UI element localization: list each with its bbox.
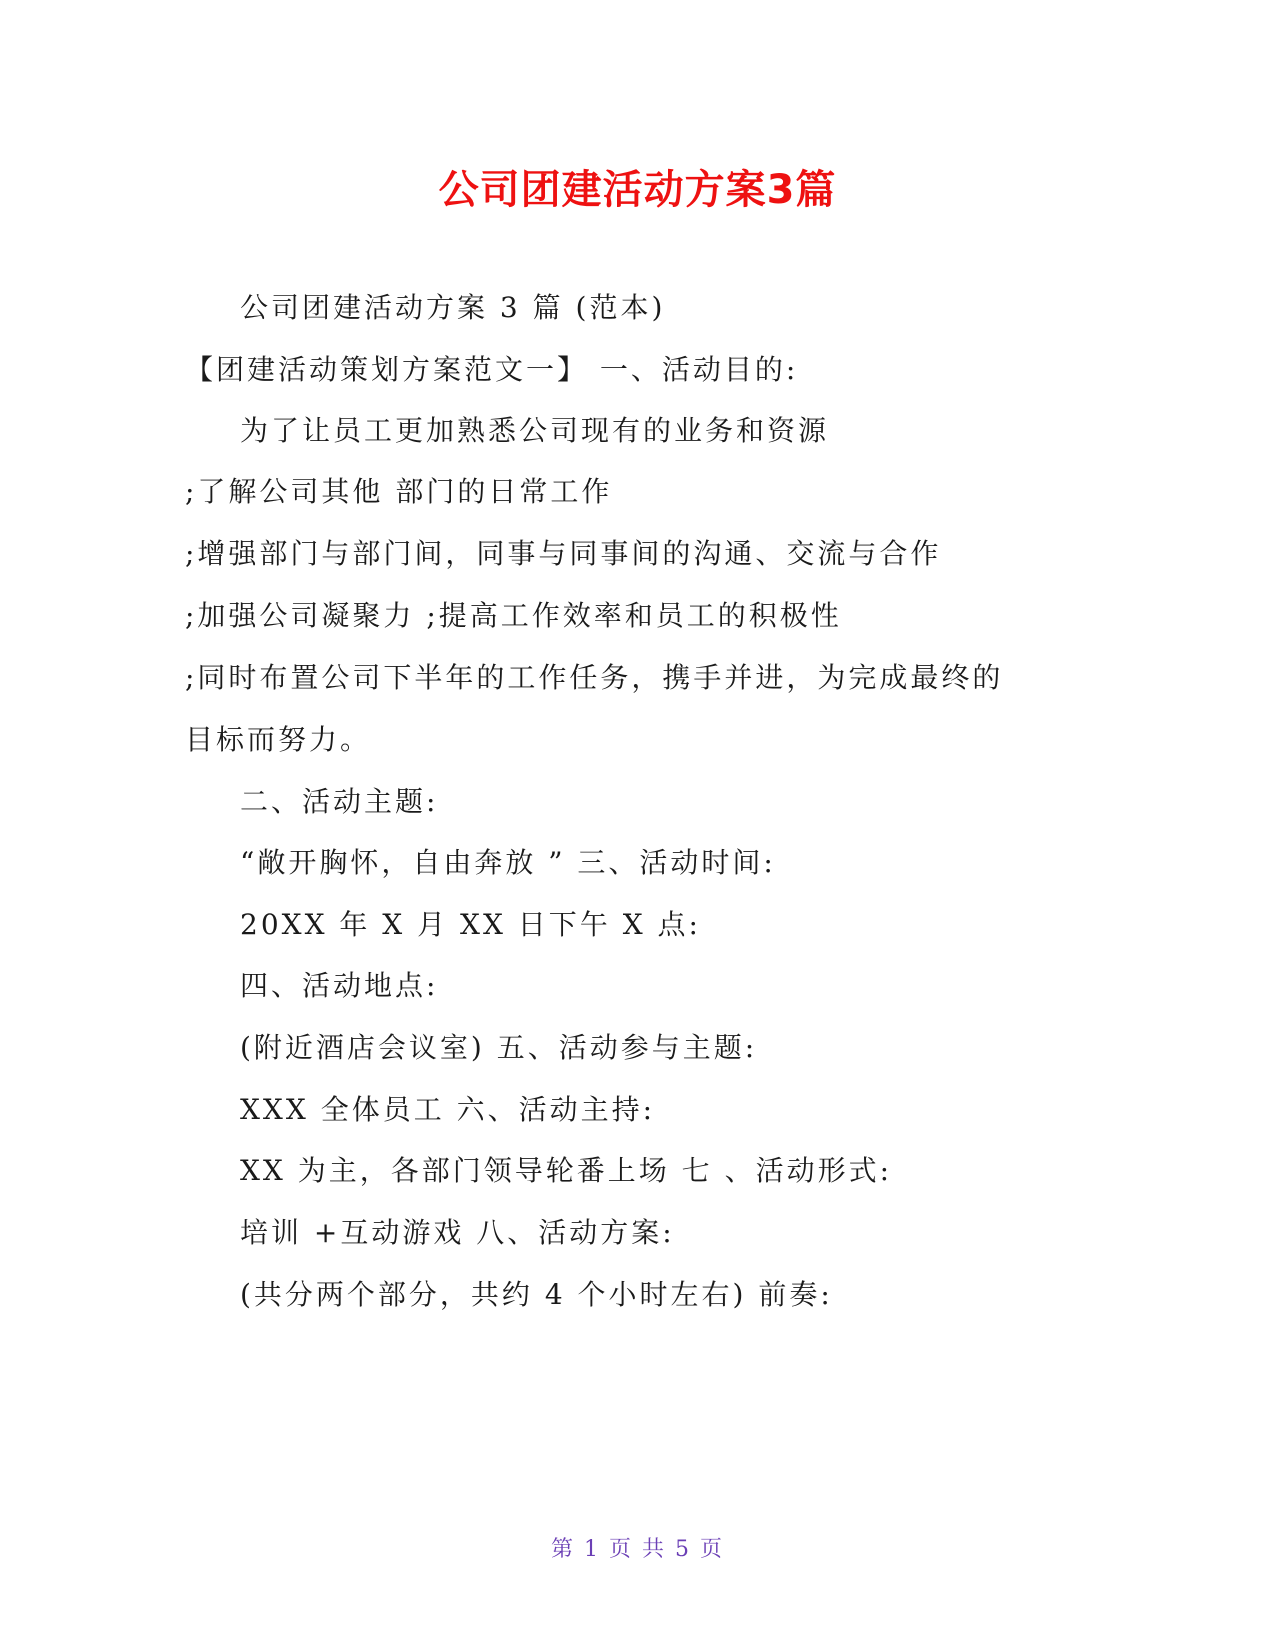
body-line: 20XX 年 X 月 XX 日下午 X 点: (240, 908, 701, 941)
body-line: ;同时布置公司下半年的工作任务，携手并进，为完成最终的 (185, 661, 1004, 694)
section-heading-line: 【团建活动策划方案范文一】 一、活动目的: (185, 353, 799, 386)
body-line: “敞开胸怀，自由奔放 ” 三、活动时间: (240, 846, 776, 879)
body-line: 为了让员工更加熟悉公司现有的业务和资源 (240, 414, 830, 447)
body-line: (附近酒店会议室) 五、活动参与主题: (240, 1031, 758, 1064)
body-line: XXX 全体员工 六、活动主持: (240, 1093, 656, 1126)
page-number-footer: 第 1 页 共 5 页 (551, 1537, 724, 1562)
body-line: (共分两个部分，共约 4 个小时左右) 前奏: (240, 1278, 833, 1311)
section-heading-line: 四、活动地点: (240, 969, 439, 1002)
body-line: ;了解公司其他 部门的日常工作 (185, 475, 613, 508)
section-heading-line: 二、活动主题: (240, 785, 439, 818)
subtitle-line: 公司团建活动方案 3 篇 (范本) (240, 291, 666, 324)
body-line: ;加强公司凝聚力 ;提高工作效率和员工的积极性 (185, 599, 842, 632)
body-line: 目标而努力。 (185, 723, 372, 756)
body-line: XX 为主，各部门领导轮番上场 七 、活动形式: (240, 1154, 893, 1187)
body-line: ;增强部门与部门间，同事与同事间的沟通、交流与合作 (185, 537, 942, 570)
document-title: 公司团建活动方案3篇 (438, 167, 837, 213)
body-line: 培训 +互动游戏 八、活动方案: (240, 1216, 675, 1249)
